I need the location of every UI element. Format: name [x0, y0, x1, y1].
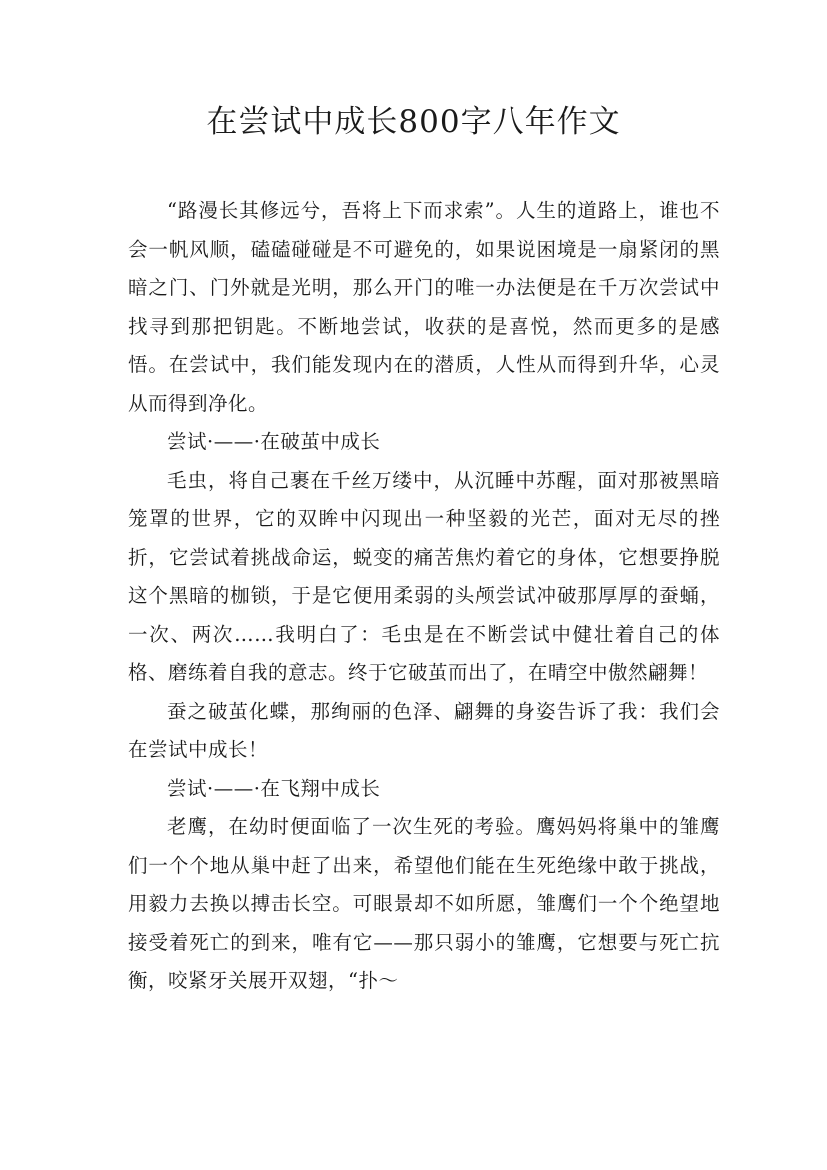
butterfly-paragraph: 蚕之破茧化蝶，那绚丽的色泽、翩舞的身姿告诉了我：我们会在尝试中成长！: [128, 699, 720, 761]
caterpillar-paragraph: 毛虫，将自己裹在千丝万缕中，从沉睡中苏醒，面对那被黑暗笼罩的世界，它的双眸中闪现出一种坚毅的光芒，面对无尽的挫折，它尝试着挑战命运，蜕变的痛苦焦灼着它的身体，它想要挣脱这个黑暗的枷锁，于是它便用柔弱的头颅尝试冲破那厚厚的蚕蛹，一次、两次……我明白了：毛虫是在不断尝试中健壮着自己的体格、磨练着自我的意志。终于它破茧而出了，在晴空中傲然翩舞！: [128, 468, 720, 684]
section-heading-flight: 尝试·——·在飞翔中成长: [167, 776, 381, 800]
intro-paragraph: “路漫长其修远兮，吾将上下而求索”。人生的道路上，谁也不会一帆风顺，磕磕碰碰是不可避免的，如果说困境是一扇紧闭的黑暗之门、门外就是光明，那么开门的唯一办法便是在千万次尝试中找寻到那把钥匙。不断地尝试，收获的是喜悦，然而更多的是感悟。在尝试中，我们能发现内在的潜质，人性从而得到升华，心灵从而得到净化。: [128, 199, 720, 415]
document-body: [128, 192, 720, 1001]
section-heading-cocoon: 尝试·——·在破茧中成长: [167, 430, 381, 453]
eagle-paragraph: 老鹰，在幼时便面临了一次生死的考验。鹰妈妈将巢中的雏鹰们一个个地从巢中赶了出来，希望他们能在生死绝缘中敢于挑战，用毅力去换以搏击长空。可眼景却不如所愿，雏鹰们一个个绝望地接受着死亡的到来，唯有它——那只弱小的雏鹰，它想要与死亡抗衡，咬紧牙关展开双翅，“扑～: [128, 815, 720, 992]
document-title: 在尝试中成长800字八年作文: [206, 104, 621, 140]
